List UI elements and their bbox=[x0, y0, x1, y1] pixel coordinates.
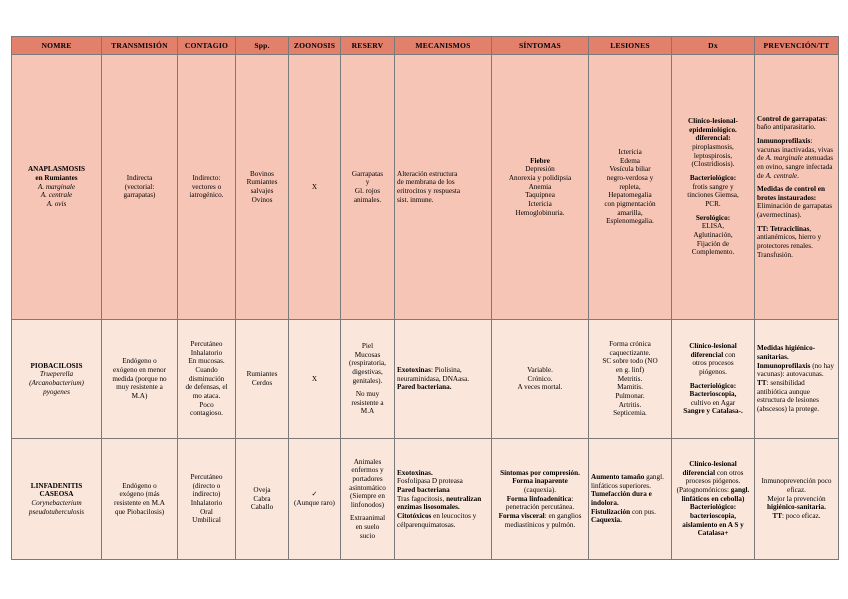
cell-text: Artritis. bbox=[618, 400, 642, 409]
cell-text: Depresión bbox=[525, 165, 555, 174]
cell-text: Cerdos bbox=[251, 379, 273, 387]
cell-text: pyogenes bbox=[43, 387, 70, 396]
cell-text: Forma crónica bbox=[609, 340, 651, 349]
cell-text: y bbox=[365, 178, 370, 187]
cell-text bbox=[757, 379, 836, 414]
cell-text: : en ganglios mediastínicos y pulmón. bbox=[504, 511, 582, 529]
cell-text: Exotoxinas bbox=[397, 366, 431, 375]
cell-text: (Arcanobacterium) bbox=[29, 379, 84, 387]
cell-dx bbox=[672, 55, 755, 320]
cell-text: Piel bbox=[361, 341, 374, 350]
cell-text: indirecto) bbox=[192, 490, 221, 499]
cell-sintomas bbox=[492, 55, 589, 320]
cell-text: . bbox=[797, 171, 799, 180]
cell-text: gangl. linfáticos en cebolla) bbox=[681, 486, 750, 503]
cell-text: Septicemia. bbox=[613, 409, 647, 418]
cell-text: Oral bbox=[200, 507, 213, 516]
cell-spp bbox=[236, 439, 289, 560]
cell-text: pseudotuberculosis bbox=[28, 507, 85, 516]
cell-text: Rumiantes bbox=[246, 178, 278, 187]
cell-text bbox=[757, 137, 836, 180]
cell-text: portadores bbox=[352, 474, 383, 483]
cell-prevencion bbox=[755, 55, 839, 320]
cell-contagio bbox=[178, 55, 236, 320]
header-zoonosis: ZOONOSIS bbox=[289, 37, 341, 55]
cell-text: Oveja bbox=[253, 486, 271, 495]
cell-text: Tras fagocitosis, bbox=[397, 494, 447, 503]
cell-text: vectores o bbox=[191, 182, 222, 191]
cell-text: TT: Tetraciclinas bbox=[757, 224, 810, 233]
cell-text bbox=[674, 351, 752, 360]
cell-text: con otros procesos piógenos. (Patognomónicos: bbox=[676, 468, 744, 495]
cell-transmision bbox=[102, 55, 178, 320]
cell-text: animales. bbox=[353, 195, 382, 204]
header-lesiones: LESIONES bbox=[589, 37, 672, 55]
cell-text: (no hay vacunas): autovacunas. bbox=[757, 361, 834, 379]
cell-spp bbox=[236, 320, 289, 439]
header-reserv: RESERV bbox=[341, 37, 395, 55]
cell-text: Clínico-lesional diferencial bbox=[682, 460, 737, 477]
cell-text: Umbilical bbox=[192, 516, 221, 525]
cell-text: Percutáneo bbox=[190, 473, 223, 482]
cell-text: Pulmonar. bbox=[615, 391, 645, 400]
cell-text: Trueperella bbox=[39, 370, 74, 379]
cell-text: diferencial: bbox=[695, 134, 731, 143]
cell-text: A. marginale bbox=[37, 182, 76, 191]
cell-text: iatrogénico. bbox=[189, 191, 224, 200]
cell-text bbox=[591, 473, 669, 490]
cell-text: en g. linf) bbox=[615, 366, 645, 375]
cell-text: exógeno (más bbox=[119, 490, 160, 499]
table-row bbox=[12, 320, 839, 439]
cell-text: contagioso. bbox=[190, 409, 223, 418]
header-mecanismos: MECANISMOS bbox=[395, 37, 492, 55]
cell-text: Taquipnea bbox=[525, 191, 555, 200]
disease-table bbox=[11, 36, 839, 560]
cell-text: (caquexia). bbox=[523, 486, 557, 495]
cell-contagio bbox=[178, 320, 236, 439]
header-dx: Dx bbox=[672, 37, 755, 55]
cell-text: eritrocitos y respuesta bbox=[397, 187, 461, 195]
cell-text: Pared bacteriana bbox=[397, 486, 450, 495]
cell-mecanismos bbox=[395, 439, 492, 560]
cell-lesiones bbox=[589, 320, 672, 439]
cell-text: Inhalatorio bbox=[190, 499, 223, 507]
cell-text: con pus. bbox=[630, 507, 656, 516]
cell-text: A. ovis bbox=[46, 199, 67, 208]
cell-text: A. centrale bbox=[765, 171, 798, 180]
cell-text: Rumiantes bbox=[246, 370, 278, 379]
cell-text: Percutáneo bbox=[190, 340, 223, 349]
header-spp: Spp. bbox=[236, 37, 289, 55]
cell-text: : poco eficaz. bbox=[782, 511, 821, 520]
cell-text: con pigmentación bbox=[604, 199, 656, 208]
cell-text bbox=[397, 512, 489, 529]
cell-text: Bacterioscopia, bbox=[689, 390, 737, 399]
header-row bbox=[12, 37, 839, 55]
cell-text: Gl. rojos bbox=[354, 187, 381, 195]
cell-text: Indirecto: bbox=[192, 174, 221, 183]
cell-text bbox=[674, 503, 752, 538]
cell-text: Fijación de bbox=[696, 239, 730, 248]
cell-text: A. marginale bbox=[765, 154, 803, 163]
cell-text: PIOBACILOSIS bbox=[30, 361, 83, 370]
cell-text: Caballo bbox=[250, 503, 274, 512]
cell-text: Corynebacterium bbox=[31, 499, 82, 507]
cell-text: Mejor la prevención bbox=[767, 494, 826, 503]
cell-text: Fistulización bbox=[591, 507, 631, 516]
cell-reserv bbox=[341, 320, 395, 439]
cell-text: muy resistente a bbox=[116, 383, 163, 392]
cell-text: Clínico-lesional bbox=[689, 341, 737, 350]
cell-text: linfonodos) bbox=[350, 500, 385, 509]
cell-text: : sensibilidad antibiótica aunque estructura de lesiones (abscesos) la protege. bbox=[757, 379, 820, 413]
cell-text: : baño antiparasitario. bbox=[757, 114, 828, 132]
cell-text: resistente a bbox=[351, 398, 384, 407]
cell-zoonosis bbox=[289, 320, 341, 439]
cell-text: Variable. bbox=[527, 366, 553, 375]
cell-text: Control de garrapatas bbox=[757, 114, 826, 123]
cell-text: Poco bbox=[199, 400, 214, 409]
cell-text: TT bbox=[772, 511, 783, 520]
cell-text: Bovinos bbox=[250, 169, 274, 178]
cell-reserv bbox=[341, 439, 395, 560]
table-row bbox=[12, 439, 839, 560]
cell-text: Mamitis. bbox=[617, 383, 643, 392]
cell-spp bbox=[236, 55, 289, 320]
cell-text: X bbox=[311, 182, 318, 191]
cell-text: neutralizan enzimas lisosomales. bbox=[397, 494, 482, 512]
cell-text: Fosfolipasa D proteasa bbox=[397, 477, 463, 486]
cell-transmision bbox=[102, 320, 178, 439]
cell-text: A. centrale bbox=[40, 191, 73, 200]
cell-lesiones bbox=[589, 439, 672, 560]
cell-text bbox=[674, 460, 752, 503]
cell-text: No muy bbox=[355, 390, 380, 399]
cell-text: CASEOSA bbox=[39, 490, 74, 499]
cell-text: Garrapatas bbox=[351, 169, 384, 178]
cell-text: Mucosas bbox=[354, 350, 381, 359]
cell-text: epidemiológico. bbox=[689, 125, 737, 134]
cell-text: tinciones Giemsa, bbox=[687, 191, 739, 200]
cell-text: En mucosas. bbox=[188, 357, 225, 366]
cell-text: leptospirosis, bbox=[693, 151, 733, 160]
cell-sintomas bbox=[492, 320, 589, 439]
cell-text: Esplenomegalia. bbox=[606, 217, 654, 226]
cell-text bbox=[494, 495, 586, 512]
cell-text: Ictericia bbox=[528, 199, 552, 208]
cell-text bbox=[757, 225, 836, 260]
cell-contagio bbox=[178, 439, 236, 560]
cell-text: en leucocitos y célparenquimatosas. bbox=[397, 511, 477, 529]
cell-text: Citotóxicos bbox=[397, 511, 432, 520]
cell-text: enfermos y bbox=[351, 466, 384, 475]
cell-text: (respiratoria, bbox=[349, 359, 386, 368]
cell-text: Bacteriológico: bbox=[689, 174, 737, 183]
cell-text: PCR. bbox=[705, 199, 721, 208]
cell-text: medida (porque no bbox=[112, 374, 167, 383]
cell-text: Inmunoprevención poco eficaz. bbox=[761, 477, 832, 495]
cell-text: : penetración percutánea. bbox=[505, 494, 575, 512]
cell-text: (Aunque raro) bbox=[294, 499, 335, 507]
cell-text bbox=[397, 495, 489, 512]
cell-text: exógeno en menor bbox=[112, 366, 167, 375]
cell-text: Pared bacteriana. bbox=[397, 383, 452, 392]
cell-text: Ovinos bbox=[251, 195, 273, 204]
cell-text: Síntomas por compresión. bbox=[500, 468, 580, 477]
cell-text bbox=[757, 362, 836, 379]
cell-text: cultivo en Agar bbox=[690, 398, 736, 407]
cell-text: X bbox=[311, 374, 318, 383]
cell-text: garrapatas) bbox=[123, 191, 156, 200]
cell-prevencion bbox=[755, 320, 839, 439]
cell-text: Forma inaparente bbox=[512, 477, 568, 486]
cell-text bbox=[591, 508, 669, 517]
cell-text: Tumefacción dura e indolora. bbox=[591, 490, 652, 507]
cell-text: , antianémicos, hierro y protectores renales. Transfusión. bbox=[757, 224, 822, 259]
header-sintomas: SÍNTOMAS bbox=[492, 37, 589, 55]
cell-text bbox=[757, 495, 836, 512]
cell-text bbox=[757, 115, 836, 132]
check-icon: ✓ bbox=[311, 490, 318, 499]
cell-text: Anemia bbox=[528, 182, 552, 191]
cell-text: con bbox=[723, 350, 736, 359]
cell-text: repleta, bbox=[619, 182, 641, 191]
cell-text: Aumento tamaño bbox=[591, 473, 645, 482]
cell-text: TT bbox=[757, 379, 767, 387]
cell-text: M.A bbox=[360, 407, 375, 416]
cell-text: higiénico-sanitaria. bbox=[767, 503, 826, 512]
cell-text: asintomático bbox=[349, 483, 386, 492]
cell-text: Cuando bbox=[195, 366, 218, 375]
cell-text: Sangre y Catalasa-. bbox=[683, 407, 743, 416]
cell-text: Exotoxinas. bbox=[397, 468, 433, 477]
cell-text: Endógeno o bbox=[122, 481, 157, 490]
cell-text: Inmunoprofilaxis bbox=[757, 361, 811, 370]
cell-text bbox=[757, 185, 836, 220]
cell-text: caquectizante. bbox=[609, 348, 651, 357]
cell-text: Complemento. bbox=[691, 248, 735, 257]
cell-prevencion bbox=[755, 439, 839, 560]
cell-lesiones bbox=[589, 55, 672, 320]
cell-text: disminución bbox=[188, 374, 225, 383]
cell-zoonosis bbox=[289, 55, 341, 320]
cell-text: ELISA, bbox=[701, 222, 725, 231]
cell-text: de defensas, el bbox=[185, 383, 228, 392]
header-contagio: CONTAGIO bbox=[178, 37, 236, 55]
cell-text: : Piolisina, neuraminidasa, DNAasa. bbox=[397, 366, 470, 383]
cell-nombre bbox=[12, 55, 102, 320]
cell-nombre bbox=[12, 320, 102, 439]
cell-text: Fiebre bbox=[530, 156, 550, 165]
cell-text: genitales). bbox=[352, 376, 383, 385]
cell-text: Eliminación de garrapatas (avermectinas). bbox=[757, 202, 833, 220]
cell-text: Animales bbox=[353, 457, 382, 466]
cell-text: Clínico-lesional- bbox=[688, 117, 738, 126]
cell-text: (Siempre en bbox=[350, 492, 385, 501]
cell-text: Indirecta bbox=[126, 174, 153, 183]
cell-text: Endógeno o bbox=[122, 357, 157, 366]
cell-text: piógenos. bbox=[699, 367, 727, 376]
cell-text: A veces mortal. bbox=[517, 383, 563, 392]
cell-text: Extraanimal bbox=[349, 514, 386, 523]
cell-text: Alteración estructura bbox=[397, 169, 458, 178]
cell-text: amarilla, bbox=[617, 208, 643, 217]
cell-text: bacterioscopia, aislamiento en A S y Catalasa+ bbox=[682, 511, 744, 538]
cell-text: Cabra bbox=[253, 494, 271, 503]
cell-text: Caquexia. bbox=[591, 516, 622, 525]
cell-text: Medidas higiénico-sanitarias. bbox=[757, 344, 816, 362]
cell-text: SC sobre todo (NO bbox=[602, 357, 658, 366]
cell-text: que Piobacilosis) bbox=[114, 507, 165, 516]
header-transmision: TRANSMISIÓN bbox=[102, 37, 178, 55]
cell-mecanismos bbox=[395, 55, 492, 320]
cell-text: M.A) bbox=[131, 391, 148, 400]
cell-text: de membrana de los bbox=[397, 178, 455, 187]
cell-text: Forma linfoadenítica bbox=[506, 494, 572, 503]
cell-text: Medidas de control en brotes instaurados: bbox=[757, 185, 825, 202]
cell-text: salvajes bbox=[250, 187, 274, 195]
cell-dx bbox=[672, 320, 755, 439]
cell-text: otros procesos bbox=[692, 359, 734, 368]
cell-text bbox=[757, 512, 836, 521]
cell-text: Inhalatorio bbox=[190, 348, 223, 357]
cell-text: Metritis. bbox=[617, 374, 643, 383]
cell-zoonosis bbox=[289, 439, 341, 560]
cell-text: Bacteriológico: bbox=[689, 381, 737, 390]
cell-text: frotis sangre y bbox=[692, 182, 734, 191]
cell-text: negro-verdosa y bbox=[606, 174, 654, 183]
cell-text: LINFADENITIS bbox=[30, 481, 83, 490]
cell-mecanismos bbox=[395, 320, 492, 439]
cell-text: en Rumiantes bbox=[35, 174, 78, 183]
cell-text: Vesícula biliar bbox=[609, 165, 651, 174]
cell-text: Edema bbox=[620, 156, 640, 165]
cell-text: atenuadas en ovino, sangre infectada de bbox=[757, 154, 833, 180]
cell-text: (vectorial: bbox=[124, 182, 155, 191]
cell-text bbox=[397, 366, 489, 383]
cell-text: digestivas, bbox=[352, 367, 383, 376]
cell-text: Anorexia y polidipsia bbox=[508, 174, 572, 183]
cell-dx bbox=[672, 439, 755, 560]
cell-nombre bbox=[12, 439, 102, 560]
cell-text: resistente en M.A bbox=[114, 499, 165, 507]
cell-text: Forma visceral bbox=[498, 511, 545, 520]
cell-text: Crónico. bbox=[527, 374, 553, 383]
cell-text: Ictericia bbox=[618, 148, 642, 157]
cell-text: (Clostridiosis). bbox=[691, 160, 735, 169]
cell-text: Hepatomegalia bbox=[608, 191, 652, 200]
cell-text: (directo o bbox=[192, 481, 221, 490]
cell-text: piroplasmosis, bbox=[692, 143, 734, 152]
cell-text bbox=[494, 512, 586, 529]
cell-text: en suelo bbox=[355, 523, 380, 532]
cell-text: diferencial bbox=[690, 350, 724, 359]
cell-text: sist. inmune. bbox=[397, 195, 434, 204]
cell-text: gangl. linfáticos superiores. bbox=[591, 473, 664, 490]
cell-transmision bbox=[102, 439, 178, 560]
cell-text: mo ataca. bbox=[192, 391, 221, 400]
header-nombre: NOMRE bbox=[12, 37, 102, 55]
cell-text: ANAPLASMOSIS bbox=[27, 165, 86, 174]
table-row bbox=[12, 55, 839, 320]
cell-reserv bbox=[341, 55, 395, 320]
cell-text: Serológico: bbox=[695, 213, 731, 222]
cell-text: : vacunas inactivadas, vivas de bbox=[757, 136, 834, 163]
cell-text: Inmunoprofilaxis bbox=[757, 136, 811, 145]
cell-text: Hemoglobinuria. bbox=[515, 208, 565, 217]
cell-text: Bacteriológico: bbox=[689, 503, 737, 512]
cell-text: sucio bbox=[359, 531, 376, 540]
header-prevencion: PREVENCIÓN/TT bbox=[755, 37, 839, 55]
cell-text: Aglutinación, bbox=[693, 230, 733, 239]
cell-sintomas bbox=[492, 439, 589, 560]
